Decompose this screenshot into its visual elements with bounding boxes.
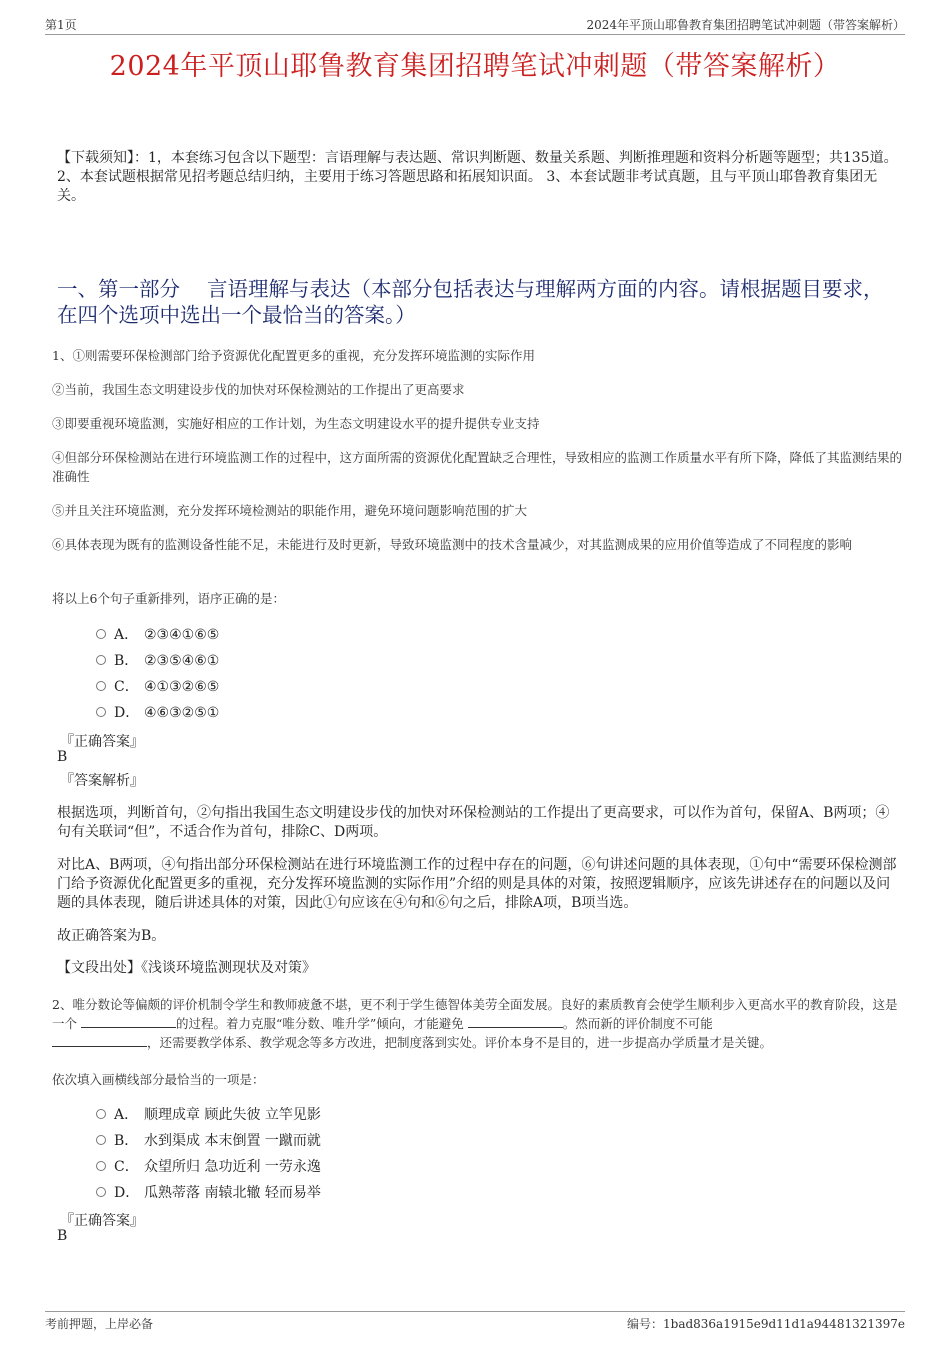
q1-sentence-6: ⑥具体表现为既有的监测设备性能不足，未能进行及时更新，导致环境监测中的技术含量减少，对其监测成果的应用价值等造成了不同程度的影响	[52, 537, 853, 552]
q2-option-b[interactable]: B． 水到渠成 本末倒置 一蹴而就	[96, 1130, 321, 1150]
radio-icon[interactable]	[96, 1109, 106, 1119]
q2-stem: 2、唯分数论等偏颇的评价机制令学生和教师疲惫不堪，更不利于学生德智体美劳全面发展。良好的素质教育会使学生顺利步入更高水平的教育阶段，这是一个 的过程。着力克服“唯分数、唯升学”倾向，才能避免 。然而新的评价制度不可能 ，还需要教学体系、教学观念等多方改进，把制度落到实处。评价本身不是目的，进一步提高办学质量才是关键。	[52, 997, 898, 1050]
q1-sentence-1: 1、①则需要环保检测部门给予资源优化配置更多的重视，充分发挥环境监测的实际作用	[52, 348, 535, 363]
page-header	[45, 14, 905, 35]
page-number: 第1页	[45, 18, 77, 32]
radio-icon[interactable]	[96, 707, 106, 717]
q2-prompt: 依次填入画横线部分最恰当的一项是：	[52, 1072, 265, 1087]
radio-icon[interactable]	[96, 629, 106, 639]
q2-option-d[interactable]: D． 瓜熟蒂落 南辕北辙 轻而易举	[96, 1182, 321, 1202]
page-footer	[45, 1311, 905, 1332]
radio-icon[interactable]	[96, 681, 106, 691]
q2-answer: B	[57, 1228, 68, 1244]
q1-analysis-3: 故正确答案为B。	[57, 928, 166, 944]
radio-icon[interactable]	[96, 1161, 106, 1171]
radio-icon[interactable]	[96, 1187, 106, 1197]
q1-sentence-3: ③即要重视环境监测，实施好相应的工作计划，为生态文明建设水平的提升提供专业支持	[52, 416, 540, 431]
radio-icon[interactable]	[96, 1135, 106, 1145]
q1-answer-label: 『正确答案』	[60, 734, 144, 750]
header-doc-title: 2024年平顶山耶鲁教育集团招聘笔试冲刺题（带答案解析）	[586, 18, 905, 32]
q1-sentence-4: ④但部分环保检测站在进行环境监测工作的过程中，这方面所需的资源优化配置缺乏合理性，导致相应的监测工作质量水平有所下降，降低了其监测结果的准确性	[52, 450, 903, 484]
q1-prompt: 将以上6个句子重新排列，语序正确的是：	[52, 591, 285, 606]
q2-answer-label: 『正确答案』	[60, 1213, 144, 1229]
download-notice: 【下载须知】：1，本套练习包含以下题型：言语理解与表达题、常识判断题、数量关系题、判断推理题和资料分析题等题型；共135道。 2、本套试题根据常见招考题总结归纳，主要用于练习答题思路和拓展知识面。 3、本套试题非考试真题，且与平顶山耶鲁教育集团无关。	[57, 150, 898, 204]
fill-blank-1	[81, 1015, 176, 1028]
fill-blank-2	[468, 1015, 563, 1028]
q1-answer: B	[57, 749, 68, 765]
document-title: 2024年平顶山耶鲁教育集团招聘笔试冲刺题（带答案解析）	[109, 51, 841, 82]
q1-sentence-5: ⑤并且关注环境监测，充分发挥环境检测站的职能作用，避免环境问题影响范围的扩大	[52, 503, 528, 518]
q2-option-a[interactable]: A． 顺理成章 顾此失彼 立竿见影	[96, 1104, 321, 1124]
footer-doc-id: 编号：1bad836a1915e9d11d1a94481321397e	[627, 1317, 905, 1331]
fill-blank-3	[52, 1034, 147, 1047]
q1-option-a[interactable]: A． ②③④①⑥⑤	[96, 624, 219, 644]
q1-option-d[interactable]: D． ④⑥③②⑤①	[96, 702, 219, 722]
footer-slogan: 考前押题，上岸必备	[45, 1317, 154, 1331]
q2-option-c[interactable]: C． 众望所归 急功近利 一劳永逸	[96, 1156, 321, 1176]
q1-sentence-2: ②当前，我国生态文明建设步伐的加快对环保检测站的工作提出了更高要求	[52, 382, 465, 397]
q1-option-c[interactable]: C． ④①③②⑥⑤	[96, 676, 219, 696]
radio-icon[interactable]	[96, 655, 106, 665]
q1-analysis-label: 『答案解析』	[60, 773, 144, 789]
section-title: 一、第一部分 言语理解与表达（本部分包括表达与理解两方面的内容。请根据题目要求，在四个选项中选出一个最恰当的答案。）	[57, 277, 884, 327]
q1-analysis-1: 根据选项，判断首句，②句指出我国生态文明建设步伐的加快对环保检测站的工作提出了更高要求，可以作为首句，保留A、B两项；④句有关联词“但”，不适合作为首句，排除C、D两项。	[57, 805, 890, 840]
q1-source: 【文段出处】《浅谈环境监测现状及对策》	[57, 960, 316, 976]
q1-analysis-2: 对比A、B两项，④句指出部分环保检测站在进行环境监测工作的过程中存在的问题，⑥句讲述问题的具体表现，①句中“需要环保检测部门给予资源优化配置更多的重视，充分发挥环境监测的实际作用”介绍的则是具体的对策，按照逻辑顺序，应该先讲述存在的问题以及问题的具体表现，随后讲述具体的对策，因此①句应该在④句和⑥句之后，排除A项，B项当选。	[57, 857, 897, 911]
q1-option-b[interactable]: B． ②③⑤④⑥①	[96, 650, 219, 670]
